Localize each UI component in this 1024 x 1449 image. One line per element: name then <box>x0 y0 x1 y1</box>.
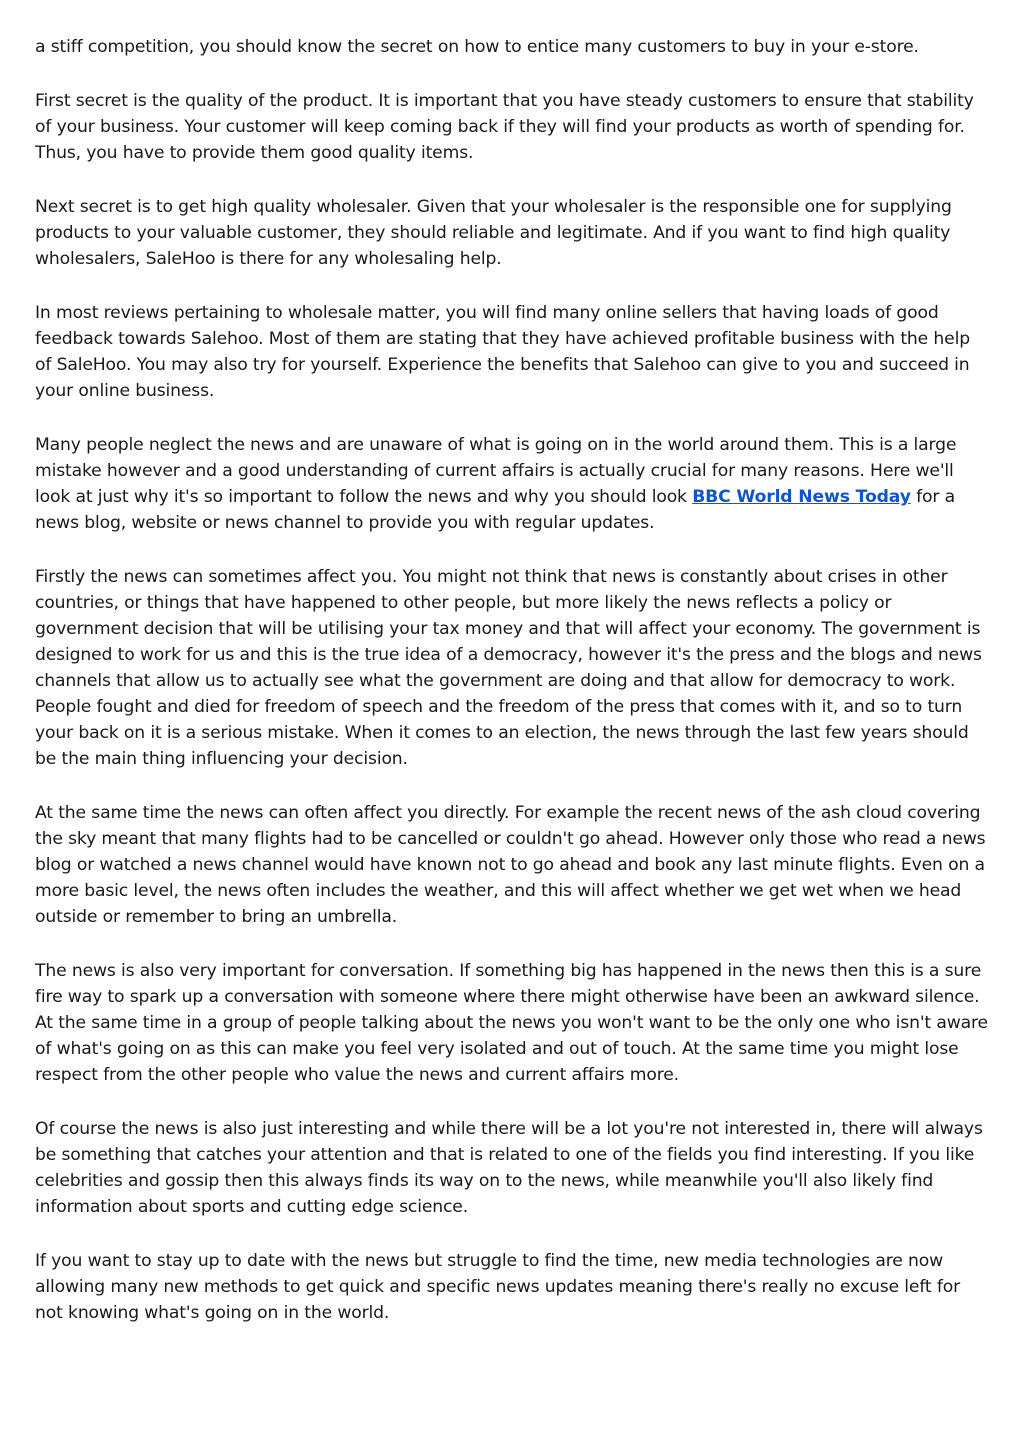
paragraph-news-intro <box>35 432 990 536</box>
paragraph-conversation: The news is also very important for conversation. If something big has happened in the news then this is a sure fire way to spark up a conversation with someone where there might otherwise have been an awkward silence. At the same time in a group of people talking about the news you won't want to be the only one who isn't aware of what's going on as this can make you feel very isolated and out of touch. At the same time you might lose respect from the other people who value the news and current affairs more. <box>35 961 988 1085</box>
paragraph-intro: a stiff competition, you should know the secret on how to entice many customers to buy in your e-store. <box>35 37 919 57</box>
paragraph-interesting: Of course the news is also just interesting and while there will be a lot you're not interested in, there will always be something that catches your attention and that is related to one of the fields you find interesting. If you like celebrities and gossip then this always finds its way on to the news, while meanwhile you'll also likely find information about sports and cutting edge science. <box>35 1119 983 1217</box>
paragraph-news-directly: At the same time the news can often affect you directly. For example the recent news of the ash cloud covering the sky meant that many flights had to be cancelled or couldn't go ahead. However only those who read a news blog or watched a news channel would have known not to go ahead and book any last minute flights. Even on a more basic level, the news often includes the weather, and this will affect whether we get wet when we head outside or remember to bring an umbrella. <box>35 803 986 927</box>
paragraph-news-affects-you: Firstly the news can sometimes affect you. You might not think that news is constantly about crises in other countries, or things that have happened to other people, but more likely the news reflects a policy or government decision that will be utilising your tax money and that will affect your economy. The government is designed to work for us and this is the true idea of a democracy, however it's the press and the blogs and news channels that allow us to actually see what the government are doing and that allow for democracy to work. People fought and died for freedom of speech and the freedom of the press that comes with it, and so to turn your back on it is a serious mistake. When it comes to an election, the news through the last few years should be the main thing influencing your decision. <box>35 567 982 769</box>
paragraph-stay-up-to-date: If you want to stay up to date with the news but struggle to find the time, new media technologies are now allowing many new methods to get quick and specific news updates meaning there's really no excuse left for not knowing what's going on in the world. <box>35 1251 961 1323</box>
paragraph-news-intro-text: Many people neglect the news and are unaware of what is going on in the world around them. This is a large mistake however and a good understanding of current affairs is actually crucial for many reasons. Here we'll look at just why it's so important to follow the news and why you should look <box>35 435 957 507</box>
bbc-world-news-link[interactable]: BBC World News Today <box>692 487 911 507</box>
paragraph-first-secret: First secret is the quality of the product. It is important that you have steady customers to ensure that stability of your business. Your customer will keep coming back if they will find your products as worth of spending for. Thus, you have to provide them good quality items. <box>35 91 974 163</box>
paragraph-news-intro-text-end: for a news blog, website or news channel to provide you with regular updates. <box>35 487 955 533</box>
paragraph-next-secret: Next secret is to get high quality wholesaler. Given that your wholesaler is the responsible one for supplying products to your valuable customer, they should reliable and legitimate. And if you want to find high quality wholesalers, SaleHoo is there for any wholesaling help. <box>35 197 952 269</box>
paragraph-reviews: In most reviews pertaining to wholesale matter, you will find many online sellers that having loads of good feedback towards Salehoo. Most of them are stating that they have achieved profitable business with the help of SaleHoo. You may also try for yourself. Experience the benefits that Salehoo can give to you and succeed in your online business. <box>35 303 970 401</box>
document-body <box>35 34 990 1354</box>
